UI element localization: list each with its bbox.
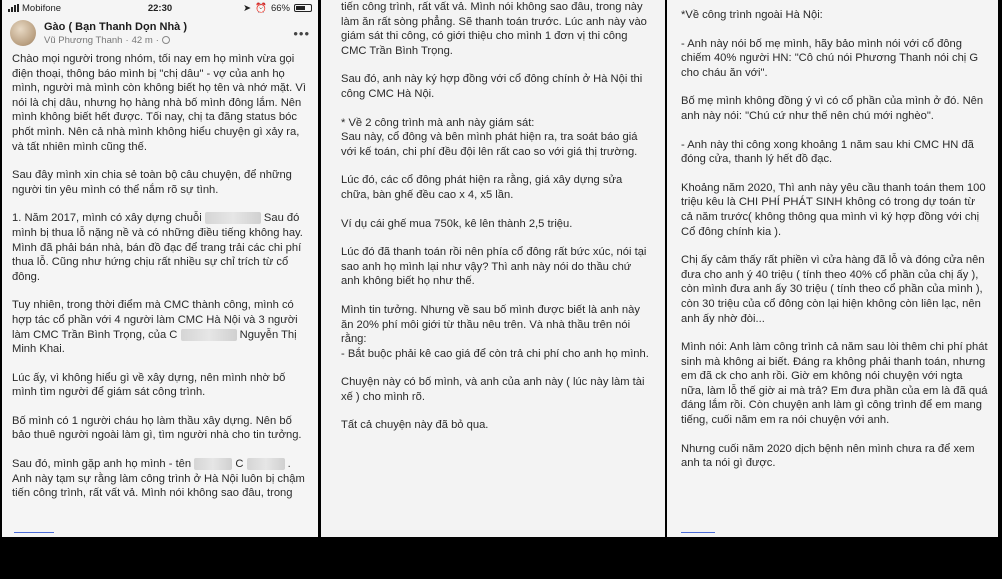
paragraph: *Về công trình ngoài Hà Nội:	[681, 9, 823, 21]
paragraph: Khoảng năm 2020, Thì anh này yêu cầu thanh toán them 100 triệu kêu là CHI PHÍ PHÁT SINH không có trong dự toán từ cả năm trước( không thông qua mình vì ký hợp đồng với chị Cổ đông chính kia ).	[681, 181, 986, 238]
paragraph: Bố mẹ mình không đồng ý vì có cổ phần của mình ở đó. Nên anh này nói: "Chú cứ như thế nên chú mới nghèo".	[681, 95, 984, 122]
text-run: Tuy nhiên, trong thời điểm mà CMC thành công, mình có hợp tác cổ phần với 4 người làm CMC Hà Nội và 3 người làm CMC Trần Bình Trọng, của C	[12, 299, 298, 341]
paragraph: Lúc đó, các cổ đông phát hiện ra rằng, giá xây dựng sửa chữa, bàn ghế đều cao x 4, x5 lần.	[341, 174, 623, 201]
paragraph: Sau đây mình xin chia sẻ toàn bộ câu chuyện, để những người tin yêu mình có thể nắm rõ sự tình.	[12, 169, 292, 196]
post-body	[667, 0, 998, 471]
paragraph	[12, 457, 308, 501]
text-run: C	[235, 458, 244, 471]
post-meta	[44, 35, 287, 46]
text-run: Sau đó mình bị thua lỗ nặng nề và có những điều tiếng không hay. Mình đã phải bán nhà, bán đồ đạc để trang trải các chi phí thua lỗ. Cũng như hứng chịu rất nhiều sự chỉ trích từ cổ đông.	[12, 212, 303, 283]
paragraph: Chị ấy cảm thấy rất phiền vì cửa hàng đã lỗ và đóng cửa nên đưa cho anh ý 40 triệu ( tính theo 40% cổ phần của chị ấy ), còn mình đưa anh ấy 30 triệu ( tính theo cổ phần của mình ), còn 30 triệu của cổ đông còn lại hiện không còn liên lạc, nên anh ấy nhờ đòi...	[681, 254, 985, 325]
blurred-text	[194, 458, 232, 470]
blurred-text	[247, 458, 285, 470]
globe-icon	[162, 36, 170, 44]
paragraph: Chào mọi người trong nhóm, tối nay em họ mình vừa gọi điện thoại, thông báo mình bị "chị dâu" - vợ của anh họ mình, người mà mình còn không biết họ tên và nhớ mặt. Vì nói là chị dâu, nhưng họ hàng nhà bố mình đông lắm. Nên mình không biết hết được. Tối nay, chị ta đăng status bóc phốt mình. Nên cả nhà mình không hiểu chuyện gì xảy ra, và tất nhiên mình cũng thế.	[12, 53, 306, 153]
paragraph: Sau đó, anh này ký hợp đồng với cổ đông chính ở Hà Nội thi công CMC Hà Nội.	[341, 73, 643, 100]
ellipsis-icon[interactable]: •••	[293, 25, 310, 41]
paragraph: Chuyện này có bố mình, và anh của anh này ( lúc này làm tài xế ) cho mình rõ.	[341, 376, 645, 403]
group-name[interactable]: Gào ( Bạn Thanh Dọn Nhà )	[44, 20, 187, 33]
paragraph: Mình nói: Anh làm công trình cả năm sau lòi thêm chi phí phát sinh mà không ai biết. Đáng ra không phải thanh toán, nhưng em đã ck cho anh rồi. Giờ em không nói chuyện với ngta nữa, làm lỗ thế giờ ai mà trả? Em đưa phần của em là đã quá đáng lắm rồi. Còn chuyện anh làm gì công trình để em mang tiếng, cuối năm em ra nói chuyện với anh.	[681, 341, 988, 427]
carrier-name: Mobifone	[22, 2, 62, 14]
post-time[interactable]: 42 m	[131, 34, 153, 46]
status-bar	[2, 0, 318, 16]
text-underline	[681, 532, 715, 533]
post-header-text	[44, 21, 287, 46]
author-name[interactable]: Vũ Phương Thanh	[44, 34, 123, 46]
avatar[interactable]	[10, 20, 36, 46]
paragraph: Nhưng cuối năm 2020 dịch bệnh nên mình chưa ra để xem anh ta nói gì được.	[681, 442, 975, 470]
panel-2	[321, 0, 665, 537]
paragraph: Tất cả chuyện này đã bỏ qua.	[341, 419, 489, 432]
text-run: 1. Năm 2017, mình có xây dựng chuỗi	[12, 212, 202, 225]
location-icon: ➤	[243, 2, 252, 14]
meta-separator: ·	[125, 34, 129, 46]
text-run: . Anh này tạm sự rằng làm công trình ở Hà Nội luôn bị chậm tiến công trình, rất vất vả. Mình nói không sao đâu, trong	[12, 458, 305, 500]
paragraph: * Về 2 công trình mà anh này giám sát: Sau này, cổ đông và bên mình phát hiện ra, tra soát báo giá với kế toán, chi phí đều đội lên rất cao so với giá thị trường.	[341, 116, 638, 158]
text-run: Nguyễn Thị Minh Khai.	[12, 328, 297, 356]
paragraph: - Anh này nói bố mẹ mình, hãy bảo mình nói với cổ đông chiếm 40% người HN: "Cô chú nói Phương Thanh nói chị G cho cháu ăn với".	[681, 37, 979, 79]
alarm-icon: ⏰	[255, 2, 267, 14]
post-body	[321, 0, 665, 433]
blurred-text	[205, 212, 261, 224]
status-right	[243, 3, 312, 14]
post-body	[2, 52, 318, 501]
paragraph: Mình tin tưởng. Nhưng về sau bố mình được biết là anh này ăn 20% phí môi giới từ thầu nêu trên. Và nhà thầu trên nói rằng: - Bắt buộc phải kê cao giá để còn trả chi phí cho anh họ mình.	[341, 303, 649, 360]
panel-1	[2, 0, 318, 537]
blurred-text	[181, 329, 237, 341]
meta-separator: ·	[155, 34, 159, 46]
paragraph: Lúc ấy, vì không hiểu gì về xây dựng, nên mình nhờ bố mình tìm người để giám sát công trình.	[12, 371, 286, 399]
paragraph: Bố mình có 1 người cháu họ làm thầu xây dựng. Nên bố bảo thuê người ngoài làm gì, tìm người nhà cho tin tưởng.	[12, 414, 302, 442]
paragraph	[12, 211, 308, 284]
bottom-black-bar	[0, 538, 1002, 579]
paragraph: Lúc đó đã thanh toán rồi nên phía cổ đông rất bức xúc, nói tại sao anh họ mình lại như vậy? Thì anh này nói do thầu chứ anh không biết họ như thế.	[341, 246, 647, 288]
post-header	[2, 16, 318, 52]
status-time: 22:30	[147, 2, 173, 14]
text-run: Sau đó, mình gặp anh họ mình - tên	[12, 458, 192, 471]
battery-icon	[294, 4, 312, 12]
paragraph: - Anh này thi công xong khoảng 1 năm sau khi CMC HN đã đóng cửa, thanh lý hết đồ đạc.	[681, 138, 974, 166]
paragraph	[12, 298, 308, 356]
text-underline	[14, 532, 54, 533]
paragraph: tiến công trình, rất vất vả. Mình nói không sao đâu, trong này làm ăn rất sòng phẳng. Sẽ thanh toán trước. Lúc anh này vào giám sát thi công, có giới thiệu cho mình 1 đơn vị thi công CMC Trần Bình Trọng.	[341, 1, 647, 57]
panel-3	[667, 0, 998, 537]
battery-percent: 66%	[270, 2, 290, 14]
paragraph: Ví dụ cái ghế mua 750k, kê lên thành 2,5 triệu.	[341, 217, 573, 230]
